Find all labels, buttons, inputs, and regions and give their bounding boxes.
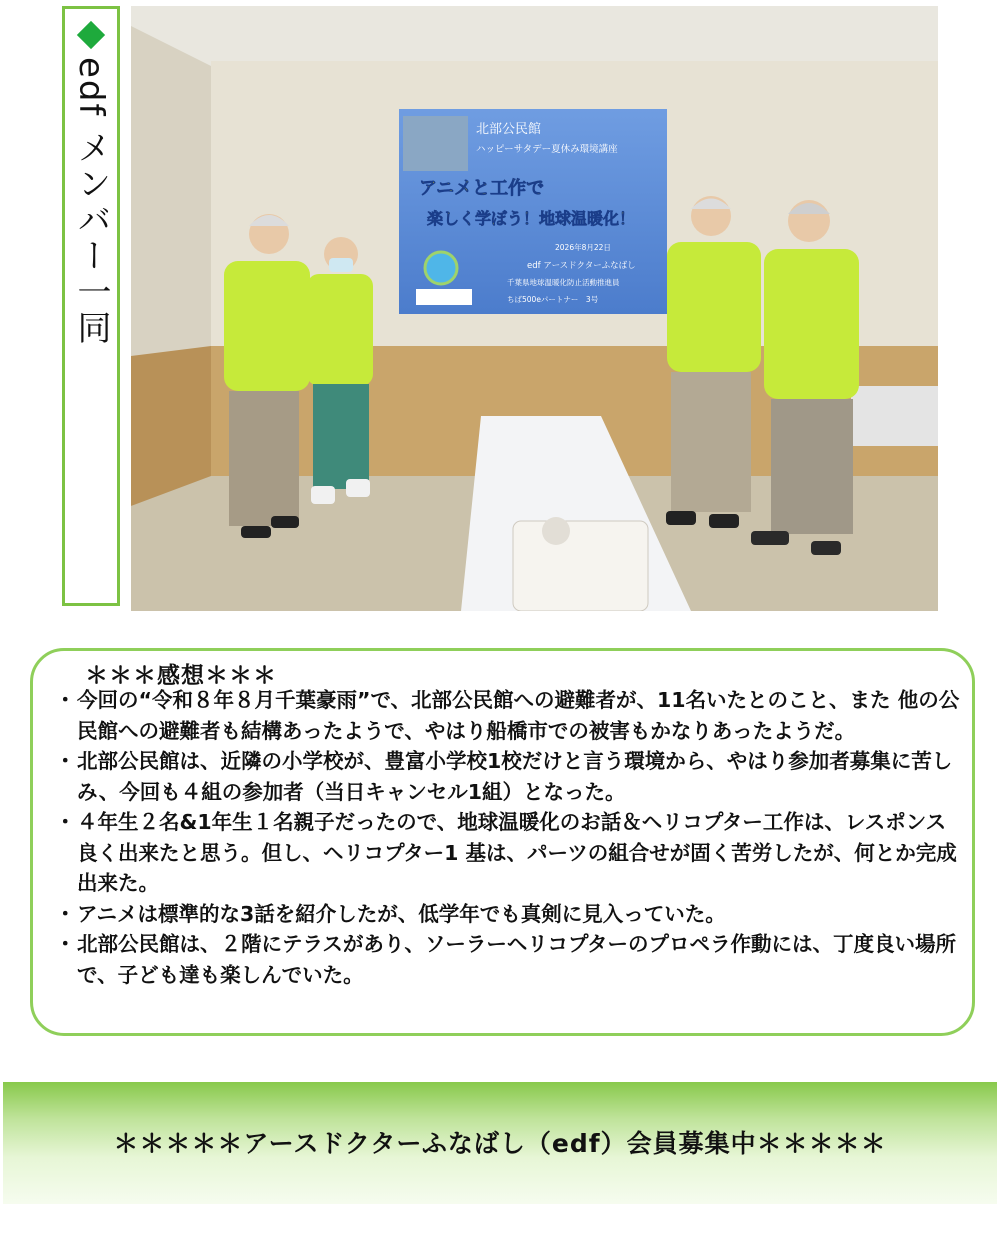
recruitment-banner (3, 1082, 997, 1204)
thoughts-box (30, 648, 975, 1036)
diamond-icon (77, 21, 105, 49)
slide-date: 2026年8月22日 (555, 243, 611, 252)
slide-subtitle: ハッピーサタデー夏休み環境講座 (476, 144, 618, 155)
slide-org-3: ちば500eパートナー 3号 (507, 295, 599, 304)
group-photo (131, 6, 938, 611)
list-item: ・ アニメは標準的な3話を紹介したが、低学年でも真剣に見入っていた。 (61, 899, 961, 930)
recruitment-banner-text: ＊＊＊＊＊アースドクターふなばし（edf）会員募集中＊＊＊＊＊ (113, 1129, 887, 1158)
person-3 (666, 196, 761, 528)
slide-org-2: 千葉県地球温暖化防止活動推進員 (507, 278, 620, 287)
slide-org: edf アースドクターふなばし (527, 261, 636, 271)
slide-headline-1: アニメと工作で (419, 178, 545, 199)
list-item: ・ 北部公民館は、近隣の小学校が、豊富小学校1校だけと言う環境から、やはり参加者募集に苦しみ、今回も４組の参加者（当日キャンセル1組）となった。 (61, 746, 961, 807)
person-1 (224, 214, 310, 538)
section-label-text: edf メンバー一同 (71, 57, 111, 347)
thoughts-title: ＊＊＊感想＊＊＊ (85, 663, 277, 689)
thoughts-list (61, 685, 961, 990)
slide-headline-2: 楽しく学ぼう！地球温暖化！ (427, 209, 636, 228)
list-item: ・ ４年生２名&1年生１名親子だったので、地球温暖化のお話＆ヘリコプター工作は、レスポンス良く出来たと思う。但し、ヘリコプター1 基は、パーツの組合せが固く苦労したが、何とか完成出来た。 (61, 807, 961, 899)
list-item: ・ 今回の“令和８年８月千葉豪雨”で、北部公民館への避難者が、11名いたとのこと、また 他の公民館への避難者も結構あったようで、やはり船橋市での被害もかなりあったようだ。 (61, 685, 961, 746)
slide-title: 北部公民館 (476, 122, 542, 137)
list-item: ・ 北部公民館は、２階にテラスがあり、ソーラーヘリコプターのプロペラ作動には、丁度良い場所で、子ども達も楽しんでいた。 (61, 929, 961, 990)
person-2 (307, 237, 373, 504)
section-label-box (62, 6, 120, 606)
